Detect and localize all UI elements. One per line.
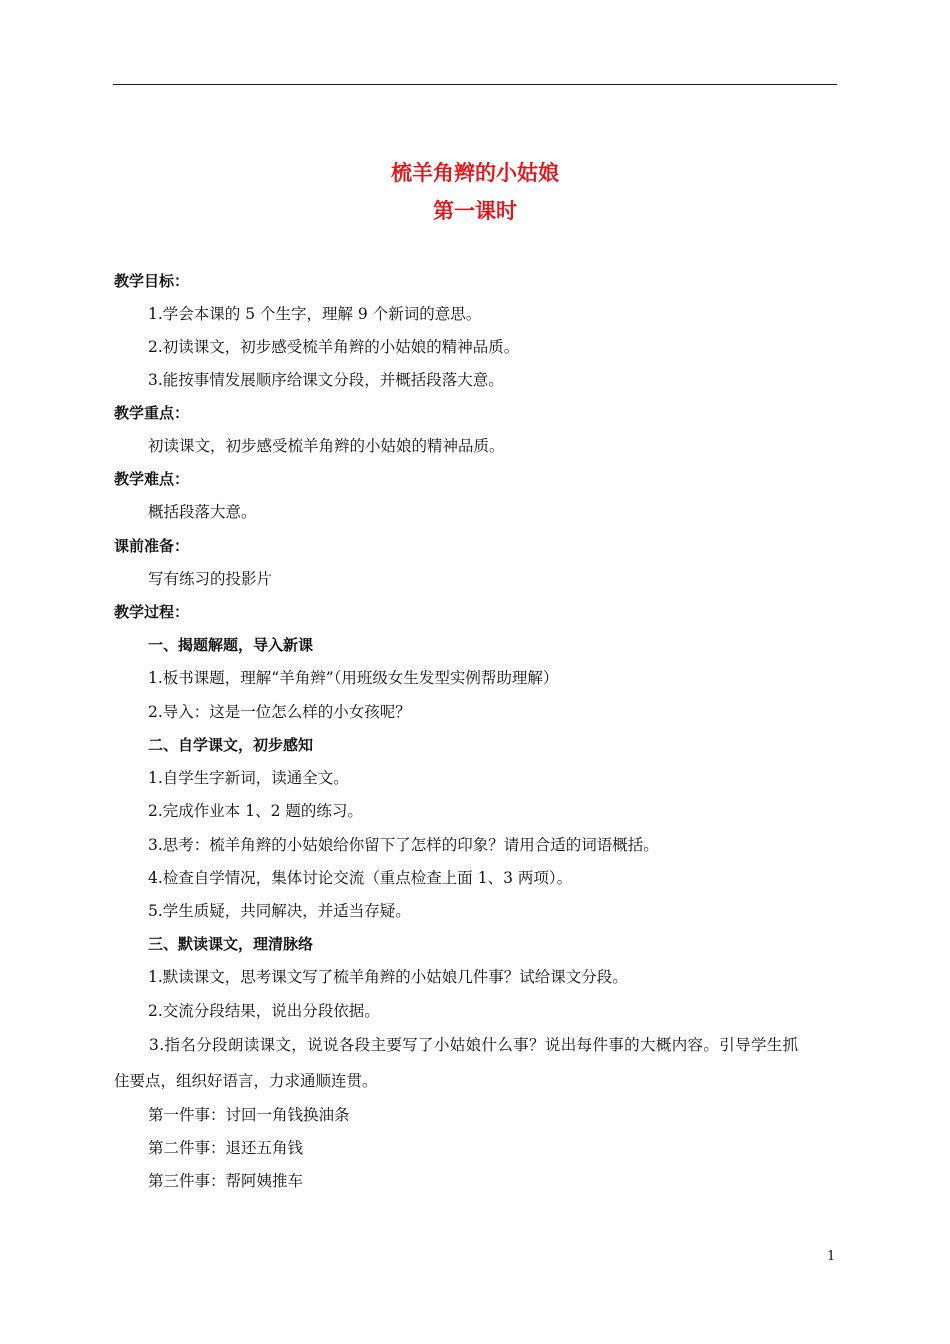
process-item-continued: 住要点，组织好语言，力求通顺连贯。	[114, 1072, 378, 1090]
goal-item: 3.能按事情发展顺序给课文分段，并概括段落大意。	[148, 371, 504, 389]
key-points-text: 初读课文，初步感受梳羊角辫的小姑娘的精神品质。	[148, 437, 505, 455]
process-item: 3.思考：梳羊角辫的小姑娘给你留下了怎样的印象？请用合适的词语概括。	[148, 836, 659, 854]
preparation-text: 写有练习的投影片	[148, 570, 273, 588]
process-item: 5.学生质疑，共同解决，并适当存疑。	[148, 902, 411, 920]
heading-process: 教学过程：	[114, 603, 190, 621]
header-rule	[113, 84, 837, 85]
heading-preparation: 课前准备：	[114, 537, 190, 555]
heading-goals: 教学目标：	[114, 272, 190, 290]
event-item: 第三件事：帮阿姨推车	[148, 1172, 304, 1190]
event-item: 第二件事：退还五角钱	[148, 1139, 304, 1157]
process-item: 2.导入：这是一位怎么样的小女孩呢？	[148, 703, 411, 721]
process-item: 1.自学生字新词，读通全文。	[148, 769, 349, 787]
process-item: 1.板书课题，理解“羊角辫”（用班级女生发型实例帮助理解）	[148, 669, 559, 687]
heading-key-points: 教学重点：	[114, 404, 190, 422]
process-item: 1.默读课文，思考课文写了梳羊角辫的小姑娘几件事？试给课文分段。	[148, 968, 628, 986]
goal-item: 1.学会本课的 5 个生字，理解 9 个新词的意思。	[148, 305, 482, 323]
page-number: 1	[827, 1249, 836, 1264]
document-subtitle: 第一课时	[433, 199, 517, 223]
process-part-title: 二、自学课文，初步感知	[148, 736, 314, 754]
process-part-title: 三、默读课文，理清脉络	[148, 935, 314, 953]
event-item: 第一件事：讨回一角钱换油条	[148, 1106, 350, 1124]
heading-difficulties: 教学难点：	[114, 470, 190, 488]
difficulties-text: 概括段落大意。	[148, 503, 257, 521]
goal-item: 2.初读课文，初步感受梳羊角辫的小姑娘的精神品质。	[148, 338, 520, 356]
process-item: 4.检查自学情况，集体讨论交流（重点检查上面 1、3 两项）。	[148, 869, 573, 887]
process-part-title: 一、揭题解题，导入新课	[148, 636, 314, 654]
process-item: 2.完成作业本 1、2 题的练习。	[148, 802, 363, 820]
document-title: 梳羊角辫的小姑娘	[391, 161, 559, 185]
process-item: 2.交流分段结果，说出分段依据。	[148, 1002, 380, 1020]
process-item: 3.指名分段朗读课文，说说各段主要写了小姑娘什么事？说出每件事的大概内容。引导学生抓	[149, 1036, 799, 1054]
